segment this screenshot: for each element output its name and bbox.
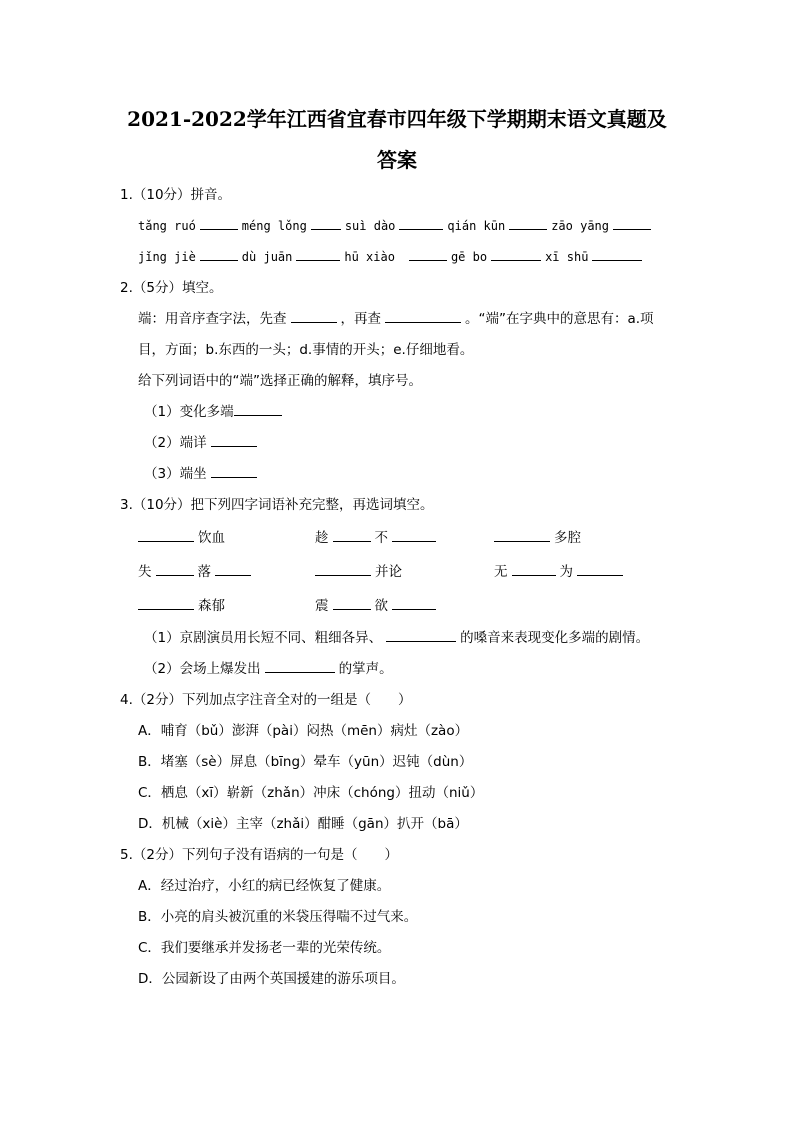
q3-sentence-1 (120, 623, 680, 654)
q5-option-c[interactable]: C．我们要继承并发扬老一辈的光荣传统。 (138, 940, 391, 956)
q4-heading: 4.（2分）下列加点字注音全对的一组是（ ） (120, 692, 412, 708)
blank[interactable] (409, 246, 447, 261)
pinyin: méng lǒng (241, 219, 307, 233)
q4-option-d[interactable]: D．机械（xiè）主宰（zhǎi）酣睡（gān）扒开（bā） (138, 816, 468, 832)
blank[interactable] (333, 595, 371, 610)
q3-heading: 3.（10分）把下列四字词语补充完整，再选词填空。 (120, 497, 434, 513)
text: 端：用音序查字法，先查 (138, 311, 287, 327)
q1-row-1 (120, 211, 680, 242)
q2-line-2: 目，方面；b.东西的一头；d.事情的开头；e.仔细地看。 (138, 342, 474, 358)
pinyin: tǎng ruó (138, 219, 196, 233)
blank[interactable] (211, 432, 257, 447)
q2-line-3: 给下列词语中的“端”选择正确的解释，填序号。 (138, 373, 422, 389)
text: 森郁 (198, 598, 225, 614)
text: （1）变化多端 (144, 404, 234, 420)
text: 并论 (375, 564, 402, 580)
text: （2）端详 (144, 435, 207, 451)
blank[interactable] (386, 627, 456, 642)
blank[interactable] (215, 561, 251, 576)
title-line-2: 答案 (377, 148, 417, 172)
blank[interactable] (392, 527, 436, 542)
blank[interactable] (577, 561, 623, 576)
pinyin: dù juān (241, 250, 293, 264)
text: 多腔 (554, 530, 581, 546)
q5-option-b[interactable]: B．小亮的肩头被沉重的米袋压得喘不过气来。 (138, 909, 418, 925)
blank[interactable] (494, 527, 550, 542)
q1-heading: 1.（10分）拼音。 (120, 187, 232, 203)
text: 为 (559, 564, 573, 580)
text: 的掌声。 (338, 661, 393, 677)
blank[interactable] (265, 658, 335, 673)
blank[interactable] (234, 401, 282, 416)
text: （2）会场上爆发出 (144, 661, 261, 677)
blank[interactable] (138, 595, 194, 610)
q1-row-2 (120, 242, 680, 273)
q3-row-2 (120, 555, 680, 589)
q2-item-3 (120, 459, 680, 490)
blank[interactable] (311, 215, 341, 230)
text: 震 (315, 598, 329, 614)
blank[interactable] (315, 561, 371, 576)
q5-option-d[interactable]: D．公园新设了由两个英国援建的游乐项目。 (138, 971, 405, 987)
text: （1）京剧演员用长短不同、粗细各异、 (144, 630, 383, 646)
pinyin: hū xiào (344, 250, 395, 264)
q3-sentence-2 (120, 654, 680, 685)
text: 无 (494, 564, 508, 580)
q2-item-2 (120, 428, 680, 459)
q2-item-1 (120, 397, 680, 428)
text: 不 (374, 530, 388, 546)
q2-line-1 (120, 304, 680, 335)
q4-option-a[interactable]: A．哺育（bǔ）澎湃（pài）闷热（mēn）病灶（zào） (138, 723, 469, 739)
blank[interactable] (138, 527, 194, 542)
q5-heading: 5.（2分）下列句子没有语病的一句是（ ） (120, 847, 398, 863)
q3-row-1 (120, 521, 680, 555)
title-line-1: 2021-2022学年江西省宜春市四年级下学期期末语文真题及 (127, 107, 667, 131)
blank[interactable] (156, 561, 194, 576)
text: 落 (197, 564, 211, 580)
q2-heading: 2.（5分）填空。 (120, 280, 223, 296)
text: 欲 (374, 598, 388, 614)
pinyin: gē bo (450, 250, 488, 264)
text: 饮血 (198, 530, 225, 546)
text: 的嗓音来表现变化多端的剧情。 (460, 630, 650, 646)
blank[interactable] (291, 308, 337, 323)
pinyin: zāo yāng (551, 219, 609, 233)
pinyin: suì dào (344, 219, 396, 233)
blank[interactable] (200, 246, 238, 261)
blank[interactable] (211, 463, 257, 478)
blank[interactable] (613, 215, 651, 230)
text: （3）端坐 (144, 466, 207, 482)
text: 失 (138, 564, 152, 580)
q3-row-3 (120, 589, 680, 623)
blank[interactable] (592, 246, 642, 261)
q4-option-c[interactable]: C．栖息（xī）崭新（zhǎn）冲床（chóng）扭动（niǔ） (138, 785, 484, 801)
text: 。“端”在字典中的意思有：a.项 (465, 311, 654, 327)
pinyin: jǐng jiè (138, 250, 196, 264)
blank[interactable] (333, 527, 371, 542)
blank[interactable] (385, 308, 461, 323)
blank[interactable] (200, 215, 238, 230)
blank[interactable] (296, 246, 340, 261)
q5-option-a[interactable]: A．经过治疗，小红的病已经恢复了健康。 (138, 878, 391, 894)
q4-option-b[interactable]: B．堵塞（sè）屏息（bīng）晕车（yūn）迟钝（dùn） (138, 754, 473, 770)
pinyin: xī shū (545, 250, 589, 264)
blank[interactable] (491, 246, 541, 261)
blank[interactable] (399, 215, 443, 230)
blank[interactable] (392, 595, 436, 610)
pinyin: qián kūn (447, 219, 506, 233)
blank[interactable] (512, 561, 556, 576)
blank[interactable] (509, 215, 547, 230)
text: ，再查 (340, 311, 381, 327)
text: 趁 (315, 530, 329, 546)
